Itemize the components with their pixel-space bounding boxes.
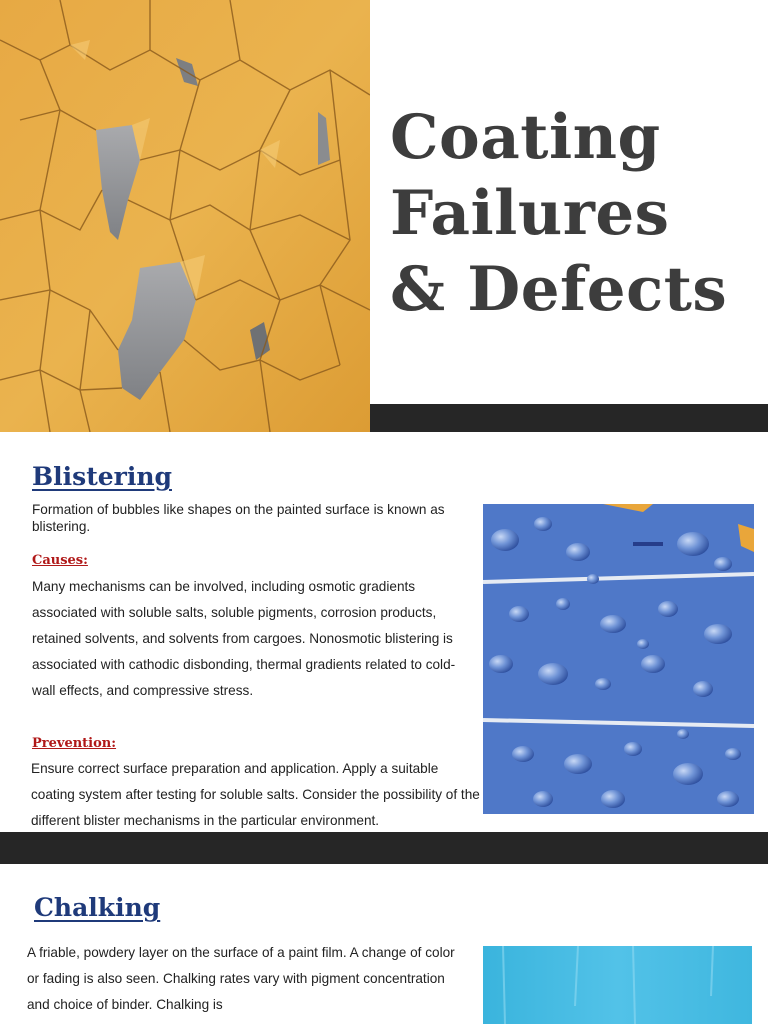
chalking-text: A friable, powdery layer on the surface of a paint film. A change of color or fading is also seen. Chalking rates vary with pigment concentration and choice of binder. Chalking is bbox=[27, 945, 455, 1012]
blistered-paint-illustration bbox=[483, 504, 754, 814]
blistering-heading: Blistering bbox=[32, 462, 172, 491]
chalking-image bbox=[483, 946, 752, 1024]
hero-peeling-paint-image bbox=[0, 0, 370, 432]
title-line-3: & Defects bbox=[390, 254, 728, 325]
hero-divider-bar bbox=[370, 404, 768, 432]
peeling-paint-illustration bbox=[0, 0, 370, 432]
prevention-text: Ensure correct surface preparation and application. Apply a suitable coating system after testing for soluble salts. Consider the possibility of the different blister mechanisms in the particular environment. bbox=[31, 761, 480, 828]
blistering-definition: Formation of bubbles like shapes on the painted surface is known as blistering. bbox=[32, 502, 445, 534]
causes-label: Causes: bbox=[32, 553, 88, 568]
blistering-image bbox=[483, 504, 754, 814]
prevention-label: Prevention: bbox=[32, 736, 117, 751]
chalked-paint-illustration bbox=[483, 946, 752, 1024]
causes-text: Many mechanisms can be involved, including osmotic gradients associated with soluble salts, soluble pigments, corrosion products, retained solvents, and solvents from cargoes. Nonosmotic blistering is associated with cathodic disbonding, thermal gradients related to cold-wall effects, and compressive stress. bbox=[32, 579, 456, 698]
chalking-heading: Chalking bbox=[34, 893, 161, 922]
page-title bbox=[390, 100, 768, 328]
section-divider-bar bbox=[0, 832, 768, 864]
title-line-2: Failures bbox=[390, 178, 670, 249]
title-line-1: Coating bbox=[390, 102, 661, 173]
